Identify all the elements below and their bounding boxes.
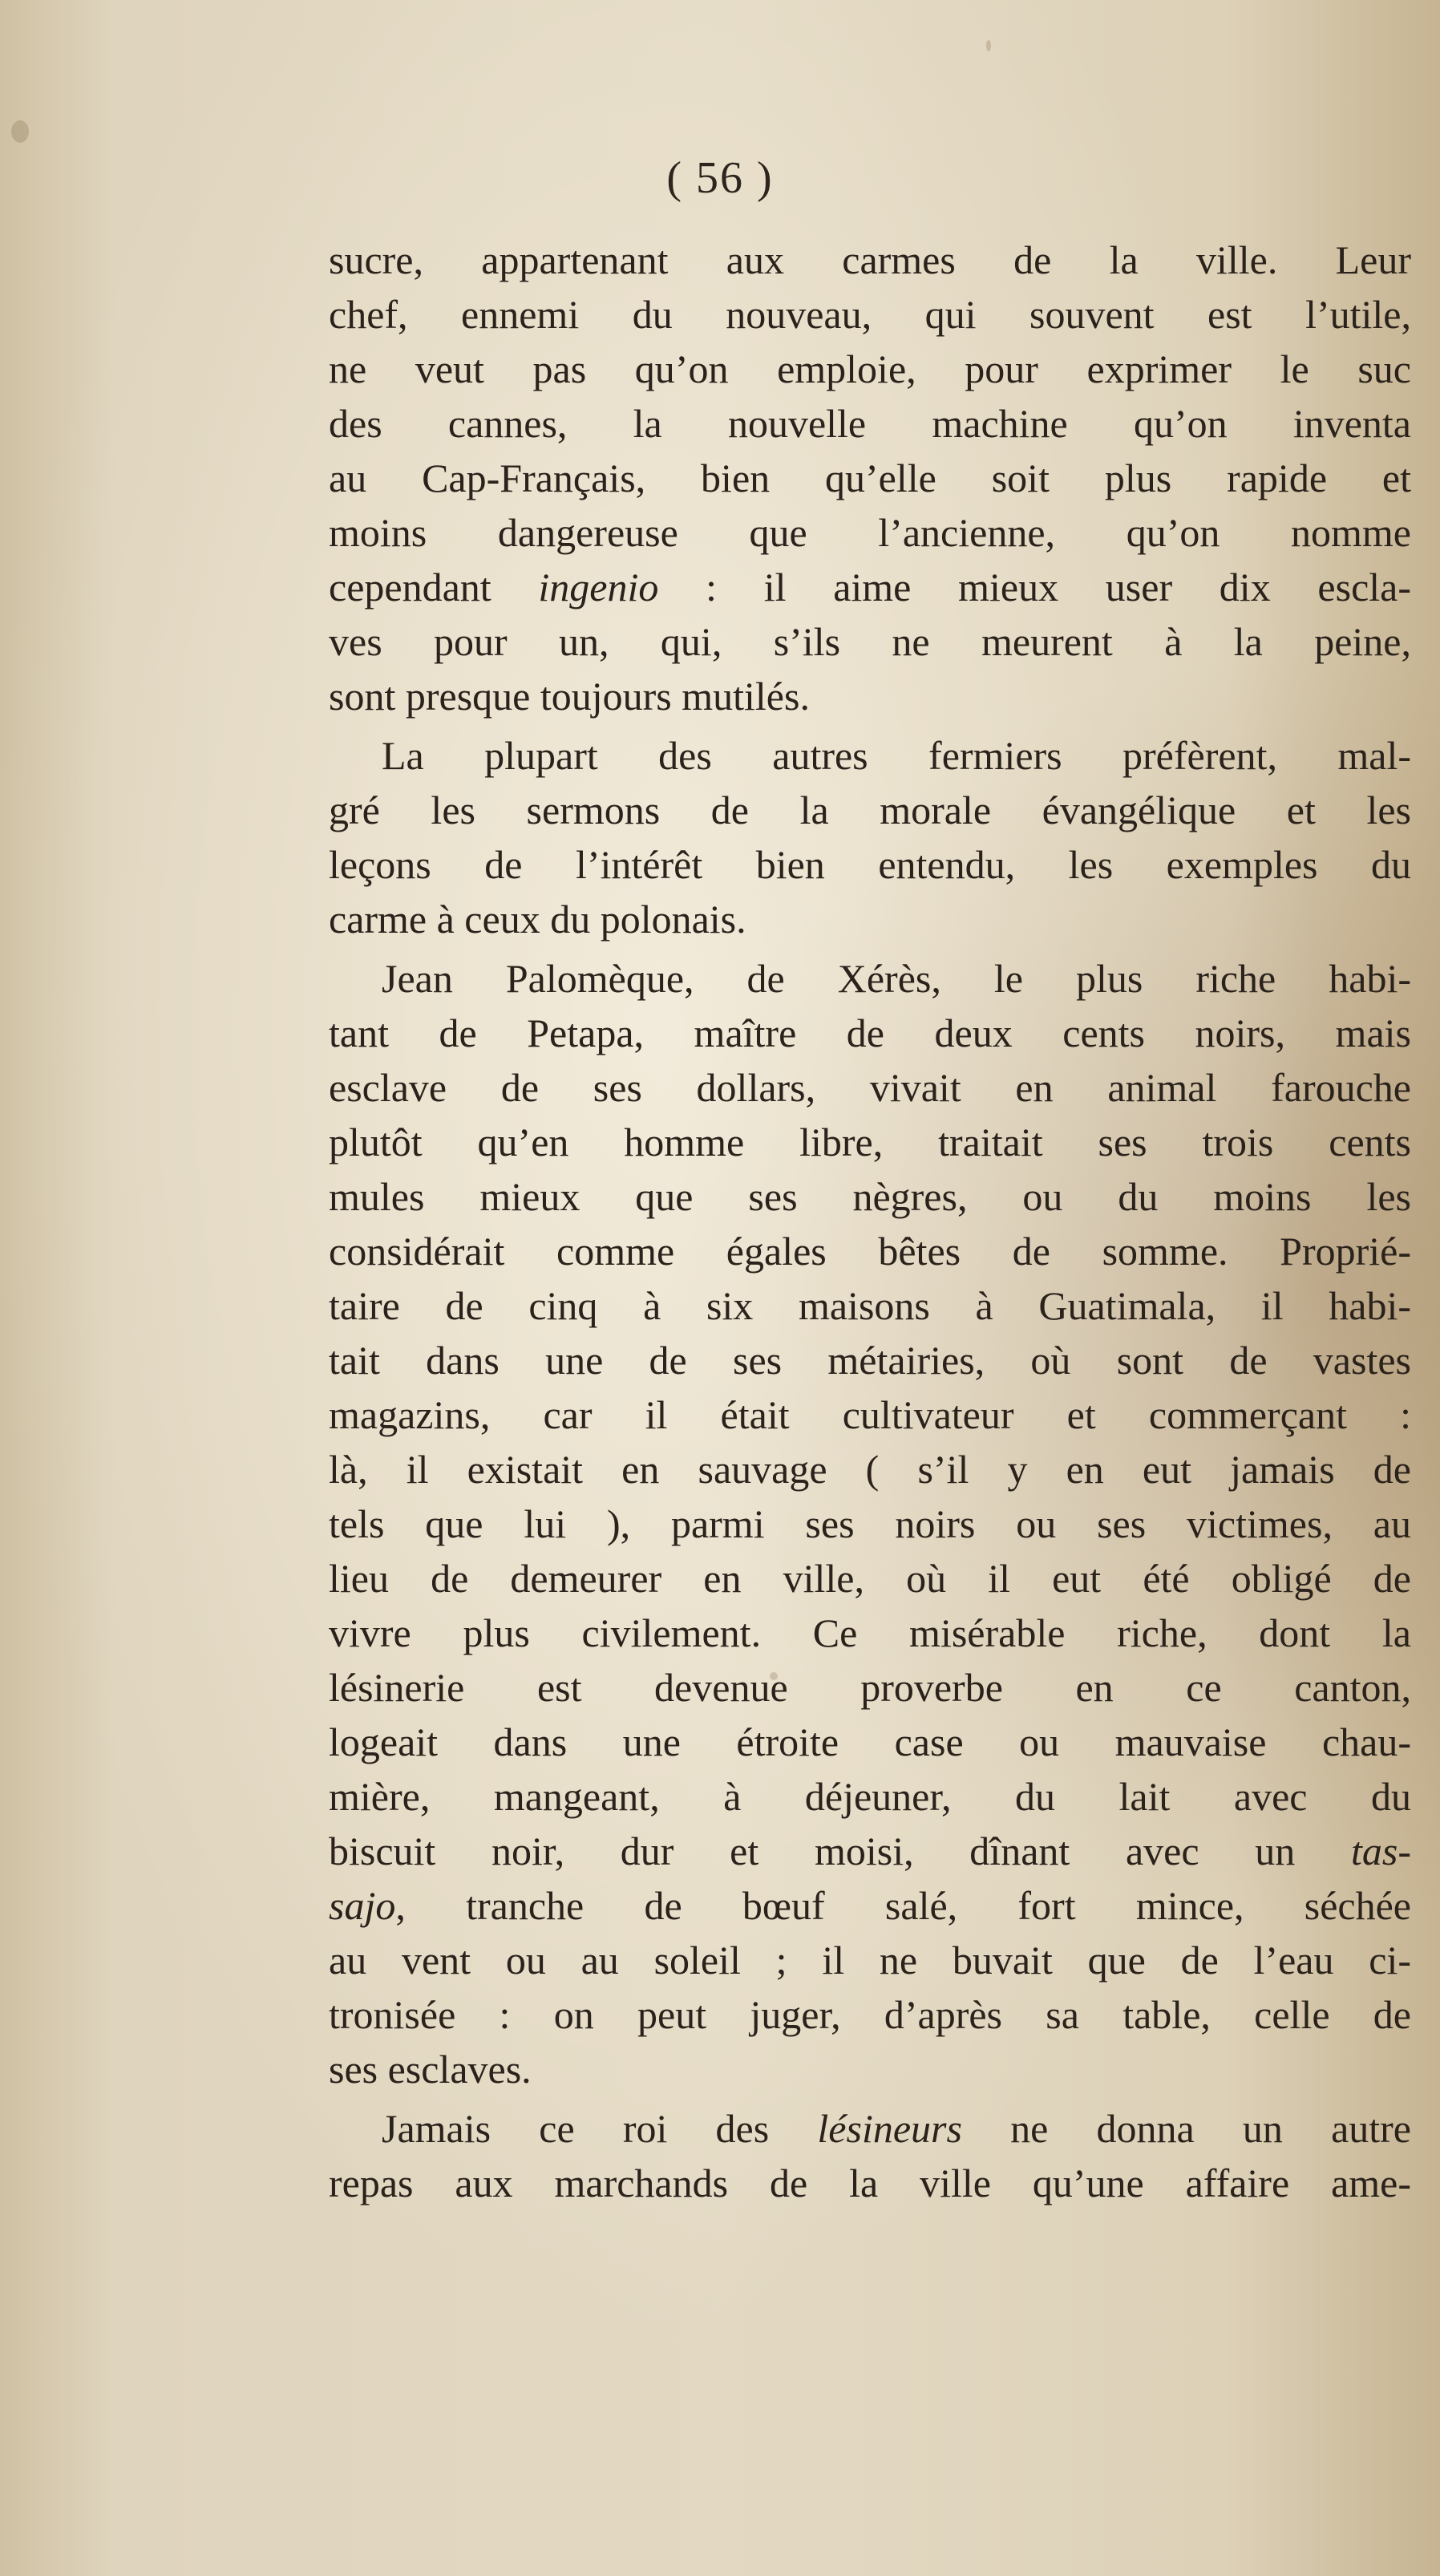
text-line (329, 1987, 1411, 2042)
text-run: tels que lui ), parmi ses noirs ou ses victimes, au (329, 1501, 1411, 1546)
text-run: ne donna un autre (961, 2106, 1411, 2151)
text-run: des cannes, la nouvelle machine qu’on inventa (329, 401, 1411, 446)
text-line (329, 1387, 1411, 1442)
text-line (329, 1060, 1411, 1115)
text-line (329, 1715, 1411, 1769)
text-line (329, 1769, 1411, 1824)
text-line (329, 892, 1411, 946)
text-line (329, 837, 1411, 892)
text-line (329, 560, 1411, 614)
text-line (329, 1224, 1411, 1278)
text-line (329, 505, 1411, 560)
foxing-spot (11, 120, 29, 143)
text-line (329, 1824, 1411, 1878)
text-run: esclave de ses dollars, vivait en animal farouche (329, 1065, 1411, 1110)
text-run: tant de Petapa, maître de deux cents noirs, mais (329, 1011, 1411, 1055)
text-run: là, il existait en sauvage ( s’il y en eut jamais de (329, 1447, 1411, 1492)
text-line (329, 951, 1411, 1006)
text-line (329, 287, 1411, 342)
text-line (329, 1497, 1411, 1551)
text-run: La plupart des autres fermiers préfèrent, mal- (382, 733, 1411, 778)
foxing-spot (986, 40, 991, 51)
text-run: plutôt qu’en homme libre, traitait ses trois cents (329, 1120, 1411, 1164)
text-run: gré les sermons de la morale évangélique et les (329, 788, 1411, 832)
text-run: ses esclaves. (329, 2047, 532, 2092)
text-run: au Cap-Français, bien qu’elle soit plus rapide et (329, 456, 1411, 500)
text-line (329, 1660, 1411, 1715)
text-line (329, 342, 1411, 396)
text-run: sont presque toujours mutilés. (329, 674, 810, 719)
page-number: ( 56 ) (666, 153, 774, 203)
text-run: repas aux marchands de la ville qu’une affaire ame- (329, 2161, 1411, 2205)
text-run: Jamais ce roi des (382, 2106, 818, 2151)
text-run: ne veut pas qu’on emploie, pour exprimer le suc (329, 346, 1411, 391)
text-run: leçons de l’intérêt bien entendu, les exemples du (329, 842, 1411, 887)
italic-word: ingenio (538, 565, 659, 610)
italic-word: lésineurs (817, 2106, 962, 2151)
text-line (329, 669, 1411, 723)
text-line (329, 1006, 1411, 1060)
text-line (329, 1115, 1411, 1169)
text-block (329, 233, 1419, 2210)
text-line (329, 1333, 1411, 1387)
text-run: vivre plus civilement. Ce misérable riche, dont la (329, 1610, 1411, 1655)
text-line (329, 1442, 1411, 1497)
text-run: taire de cinq à six maisons à Guatimala, il habi- (329, 1283, 1411, 1328)
text-run: biscuit noir, dur et moisi, dînant avec un (329, 1829, 1351, 1873)
text-line (329, 1606, 1411, 1660)
text-run: magazins, car il était cultivateur et commerçant : (329, 1392, 1411, 1437)
text-line (329, 396, 1411, 451)
text-run: tait dans une de ses métairies, où sont de vastes (329, 1338, 1411, 1383)
text-run: considérait comme égales bêtes de somme. Proprié- (329, 1229, 1411, 1274)
text-run: logeait dans une étroite case ou mauvaise chau- (329, 1719, 1411, 1764)
text-run: au vent ou au soleil ; il ne buvait que de l’eau ci- (329, 1938, 1411, 1983)
text-line (329, 1878, 1411, 1933)
text-run: : il aime mieux user dix escla- (658, 565, 1411, 610)
text-run: carme à ceux du polonais. (329, 897, 746, 942)
text-run: tronisée : on peut juger, d’après sa table, celle de (329, 1992, 1411, 2037)
text-line (329, 2156, 1411, 2210)
text-line (329, 728, 1411, 783)
text-line (329, 1933, 1411, 1987)
text-line (329, 1278, 1411, 1333)
text-line (329, 614, 1411, 669)
text-run: , tranche de bœuf salé, fort mince, séchée (395, 1883, 1411, 1928)
text-line (329, 2101, 1411, 2156)
text-run: sucre, appartenant aux carmes de la ville. Leur (329, 237, 1411, 282)
italic-word: sajo (329, 1883, 396, 1928)
italic-word: tas- (1351, 1829, 1411, 1873)
text-line (329, 783, 1411, 837)
text-run: moins dangereuse que l’ancienne, qu’on nomme (329, 510, 1411, 555)
text-run: mules mieux que ses nègres, ou du moins les (329, 1174, 1411, 1219)
text-run: ves pour un, qui, s’ils ne meurent à la peine, (329, 619, 1411, 664)
text-run: mière, mangeant, à déjeuner, du lait avec du (329, 1774, 1411, 1819)
text-run: cependant (329, 565, 539, 610)
text-line (329, 1169, 1411, 1224)
text-line (329, 2042, 1411, 2096)
text-run: lieu de demeurer en ville, où il eut été obligé de (329, 1556, 1411, 1601)
text-line (329, 451, 1411, 505)
text-run: chef, ennemi du nouveau, qui souvent est l’utile, (329, 292, 1411, 337)
text-run: lésinerie est devenue proverbe en ce canton, (329, 1665, 1411, 1710)
text-line (329, 233, 1411, 287)
text-line (329, 1551, 1411, 1606)
text-run: Jean Palomèque, de Xérès, le plus riche habi- (382, 956, 1411, 1001)
